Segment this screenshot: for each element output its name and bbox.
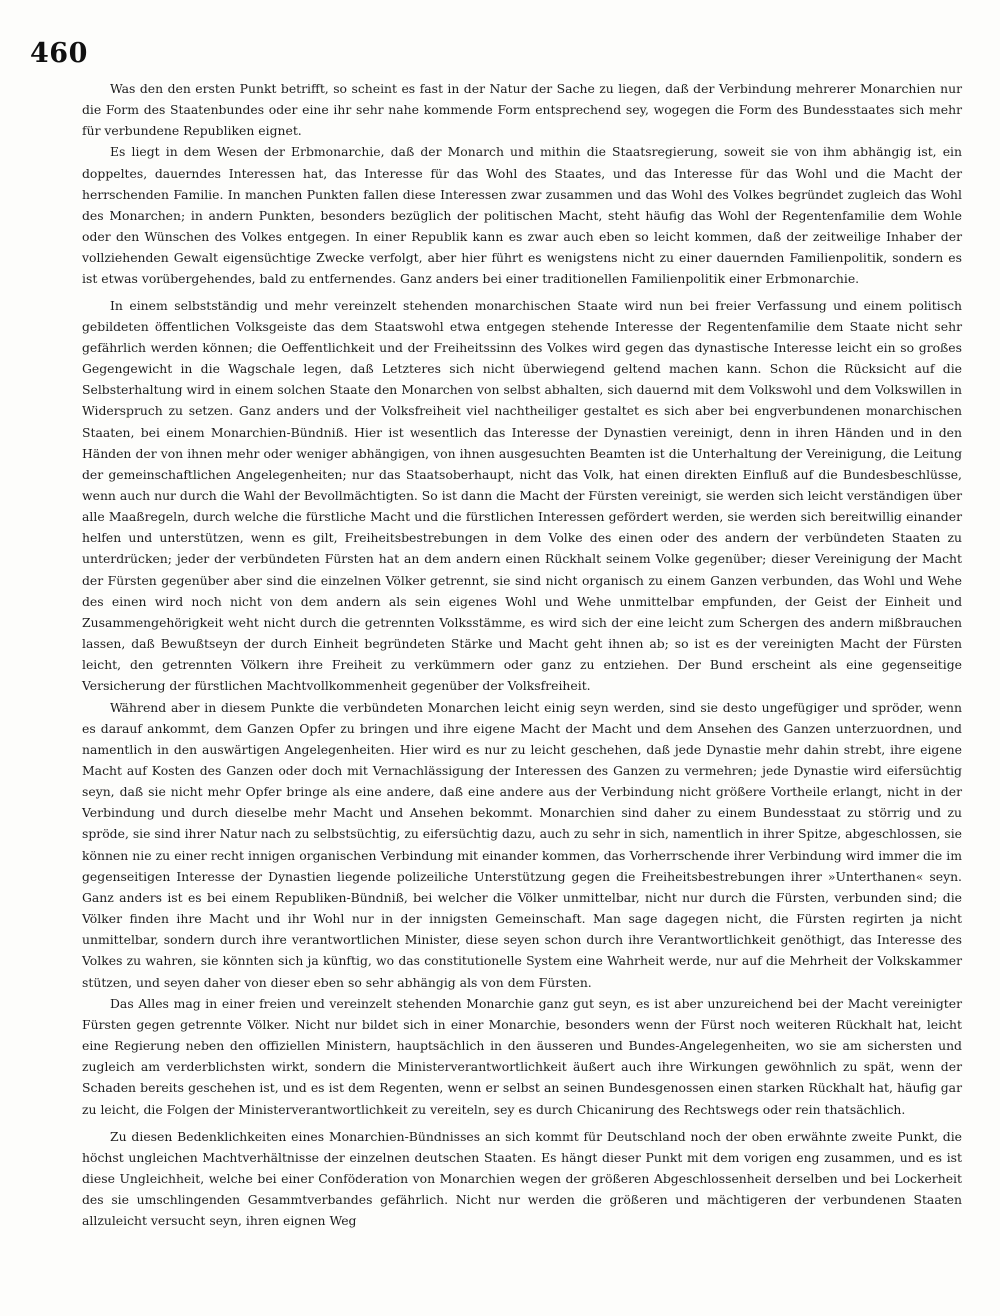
paragraph-4: Während aber in diesem Punkte die verbündeten Monarchen leicht einig seyn werden, sind sie desto ungefügiger und spröder, wenn es darauf ankommt, dem Ganzen Opfer zu bringen und ihre eigene Macht der Macht und dem Ansehen des Ganzen unterzuordnen, und namentlich in den auswärtigen Angelegenheiten. Hier wird es nur zu leicht geschehen, daß jede Dynastie mehr dahin strebt, ihre eigene Macht auf Kosten des Ganzen oder doch mit Vernachlässigung der Interessen des Ganzen zu vermehren; jede Dynastie wird eifersüchtig seyn, daß sie nicht mehr Opfer bringe als eine andere, daß eine andere aus der Verbindung nicht größere Vortheile erlangt, nicht in der Verbindung und durch dieselbe mehr Macht und Ansehen bekommt. Monarchien sind daher zu einem Bundesstaat zu störrig und zu spröde, sie sind ihrer Natur nach zu selbstsüchtig, zu eifersüchtig dazu, auch zu sehr in sich, namentlich in ihrer Spitze, abgeschlossen, sie können nie zu einer recht innigen organischen Verbindung mit einander kommen, das Vorherrschende ihrer Verbindung wird immer die im gegenseitigen Interesse der Dynastien liegende polizeiliche Unterstützung gegen die Freiheitsbestrebungen ihrer »Unterthanen« seyn. Ganz anders ist es bei einem Republiken-Bündniß, bei welcher die Völker unmittelbar, nicht nur durch die Fürsten, verbunden sind; die Völker finden ihre Macht und ihr Wohl nur in der innigsten Gemeinschaft. Man sage dagegen nicht, die Fürsten regirten ja nicht unmittelbar, sondern durch ihre verantwortlichen Minister, diese seyen schon durch ihre Verantwortlichkeit genöthigt, das Interesse des Volkes zu wahren, sie könnten sich ja künftig, wo das constitutionelle System eine Wahrheit werde, nur auf die Mehrheit der Volkskammer stützen, und seyen daher von dieser eben so sehr abhängig als von dem Fürsten. [82,699,962,990]
paragraph-3: In einem selbstständig und mehr vereinzelt stehenden monarchischen Staate wird nun bei freier Verfassung und einem politisch gebildeten öffentlichen Volksgeiste das dem Staatswohl etwa entgegen stehende Interesse der Regentenfamilie dem Staate nicht sehr gefährlich werden können; die Oeffentlichkeit und der Freiheitssinn des Volkes wird gegen das dynastische Interesse leicht ein so großes Gegengewicht in die Wagschale legen, daß Letzteres sich nicht überwiegend geltend machen kann. Schon die Rücksicht auf die Selbsterhaltung wird in einem solchen Staate den Monarchen von selbst abhalten, sich dauernd mit dem Volkswohl und dem Volkswillen in Widerspruch zu setzen. Ganz anders und der Volksfreiheit viel nachtheiliger gestaltet es sich aber bei engverbundenen monarchischen Staaten, bei einem Monarchien-Bündniß. Hier ist wesentlich das Interesse der Dynastien vereinigt, denn in ihren Händen und in den Händen der von ihnen mehr oder weniger abhängigen, von ihnen ausgesuchten Beamten ist die Unterhaltung der Vereinigung, die Leitung der gemeinschaftlichen Angelegenheiten; nur das Staatsoberhaupt, nicht das Volk, hat einen direkten Einfluß auf die Bundesbeschlüsse, wenn auch nur durch die Wahl der Bevollmächtigten. So ist dann die Macht der Fürsten vereinigt, sie werden sich leicht verständigen über alle Maaßregeln, durch welche die fürstliche Macht und die fürstlichen Interessen gefördert werden, sie werden sich bereitwillig einander helfen und unterstützen, wenn es gilt, Freiheitsbestrebungen in dem Volke des einen oder des andern der verbündeten Staaten zu unterdrücken; jeder der verbündeten Fürsten hat an dem andern einen Rückhalt seinem Volke gegenüber; dieser Vereinigung der Macht der Fürsten gegenüber aber sind die einzelnen Völker getrennt, sie sind nicht organisch zu einem Ganzen verbunden, das Wohl und Wehe des einen wird noch nicht von dem andern als sein eigenes Wohl und Wehe unmittelbar empfunden, der Geist der Einheit und Zusammengehörigkeit weht nicht durch die getrennten Volksstämme, es wird sich der eine leicht zum Schergen des andern mißbrauchen lassen, daß Bewußtseyn der durch Einheit begründeten Stärke und Macht geht ihnen ab; so ist es der vereinigten Macht der Fürsten leicht, den getrennten Völkern ihre Freiheit zu verkümmern oder ganz zu entziehen. Der Bund erscheint als eine gegenseitige Versicherung der fürstlichen Machtvollkommenheit gegenüber der Volksfreiheit. [82,297,962,694]
paragraph-6: Zu diesen Bedenklichkeiten eines Monarchien-Bündnisses an sich kommt für Deutschland noch der oben erwähnte zweite Punkt, die höchst ungleichen Machtverhältnisse der einzelnen deutschen Staaten. Es hängt dieser Punkt mit dem vorigen eng zusammen, und es ist diese Ungleichheit, welche bei einer Conföderation von Monarchien wegen der größeren Abgeschlossenheit derselben und bei Lockerheit des sie umschlingenden Gesammtverbandes gefährlich. Nicht nur werden die größeren und mächtigeren der verbundenen Staaten allzuleicht versucht seyn, ihren eignen Weg [82,1128,962,1229]
paragraph-5: Das Alles mag in einer freien und vereinzelt stehenden Monarchie ganz gut seyn, es ist aber unzureichend bei der Macht vereinigter Fürsten gegen getrennte Völker. Nicht nur bildet sich in einer Monarchie, besonders wenn der Fürst noch weiteren Rückhalt hat, leicht eine Regierung neben den offiziellen Ministern, hauptsächlich in den äusseren und Bundes-Angelegenheiten, wo sie am sichersten und zugleich am verderblichsten wirkt, sondern die Ministerverantwortlichkeit äußert auch ihre Wirkungen gewöhnlich zu spät, wenn der Schaden bereits geschehen ist, und es ist dem Regenten, wenn er selbst an seinen Bundesgenossen einen starken Rückhalt hat, häufig gar zu leicht, die Folgen der Ministerverantwortlichkeit zu vereiteln, sey es durch Chicanirung des Rechtswegs oder rein thatsächlich. [82,995,962,1117]
paragraph-2: Es liegt in dem Wesen der Erbmonarchie, daß der Monarch und mithin die Staatsregierung, soweit sie von ihm abhängig ist, ein doppeltes, dauerndes Interessen hat, das Interesse für das Wohl des Staates, und das Interesse für das Wohl und die Macht der herrschenden Familie. In manchen Punkten fallen diese Interessen zwar zusammen und das Wohl des Volkes begründet zugleich das Wohl des Monarchen; in andern Punkten, besonders bezüglich der politischen Macht, steht häufig das Wohl der Regentenfamilie dem Wohle oder den Wünschen des Volkes entgegen. In einer Republik kann es zwar auch eben so leicht kommen, daß der zeitweilige Inhaber der vollziehenden Gewalt eigensüchtige Zwecke verfolgt, aber hier führt es wenigstens nicht zu einer dauernden Familienpolitik, sondern es ist etwas vorübergehendes, bald zu entfernendes. Ganz anders bei einer traditionellen Familienpolitik einer Erbmonarchie. [82,144,962,287]
body-text [82,78,962,1231]
paragraph-1: Was den den ersten Punkt betrifft, so scheint es fast in der Natur der Sache zu liegen, daß der Verbindung mehrerer Monarchien nur die Form des Staatenbundes oder eine ihr sehr nahe kommende Form entsprechend sey, wogegen die Form des Bundesstaates sich mehr für verbundene Republiken eignet. [82,81,962,139]
page-number: 460 [30,38,88,69]
